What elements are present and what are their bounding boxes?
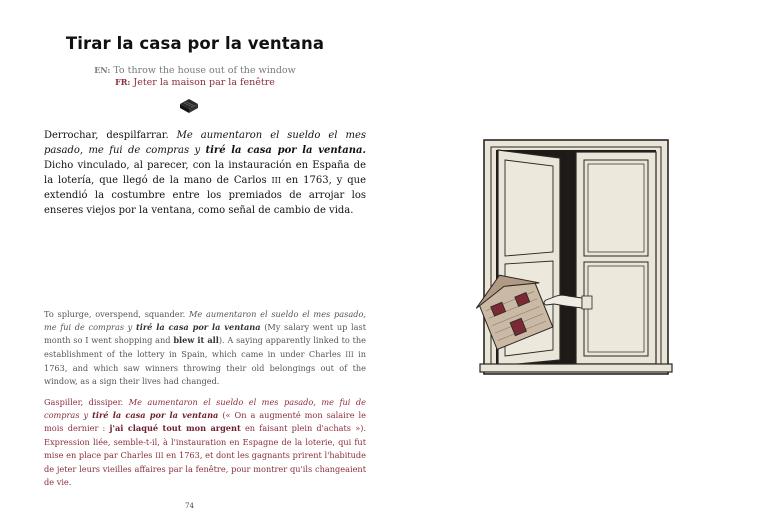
english-origin-end: in 1763, and which saw winners throwing their old belongings out of the window, as a sign their lives had changed. (44, 348, 366, 387)
en-tag: EN: (94, 65, 111, 75)
fr-translation-text: Jeter la maison par la fenêtre (133, 77, 275, 88)
french-translation (40, 76, 350, 89)
english-example-idiom: tiré la casa por la ventana (135, 322, 261, 333)
spanish-origin-end: en 1763, y que extendió la costumbre entre los premiados de arrojar los enseres viejos por la ventana, como señal de cambio de vida. (44, 175, 366, 216)
english-gloss-bold: blew it all (173, 335, 219, 346)
english-origin: ). A saying apparently linked to the establishment of the lottery in Spain, which came in under Charles (44, 335, 366, 359)
spanish-roman-numeral: III (271, 176, 281, 185)
french-example: Me aumentaron el sueldo el mes pasado, me fui de compras y (44, 397, 366, 421)
right-page (384, 0, 768, 532)
page-title: Tirar la casa por la ventana (65, 34, 325, 53)
en-translation-text: To throw the house out of the window (113, 65, 296, 76)
spanish-example: Me aumentaron el sueldo el mes pasado, me fui de compras y (44, 130, 366, 156)
french-meaning: Gaspiller, dissiper. (44, 397, 129, 407)
spanish-definition (44, 128, 366, 218)
french-gloss: (« On a augmenté mon salaire le mois dernier : (44, 410, 366, 434)
spanish-origin: Dicho vinculado, al parecer, con la instauración en España de la lotería, que llegó de la mano de Carlos (44, 160, 366, 186)
english-definition (44, 308, 366, 388)
french-origin-end: en 1763, et dont les gagnants prirent l'habitude de jeter leurs vieilles affaires par la fenêtre, pour montrer qu'ils changeaient de vie. (44, 449, 366, 488)
french-definition (44, 396, 366, 489)
french-gloss-bold: j'ai claqué tout mon argent (109, 423, 241, 434)
french-roman-numeral: III (155, 451, 164, 460)
box-icon (178, 98, 200, 114)
fr-tag: FR: (115, 77, 131, 87)
window-house-illustration (450, 134, 690, 380)
spanish-example-idiom: tiré la casa por la ventana. (205, 145, 366, 156)
english-example: Me aumentaron el sueldo el mes pasado, me fui de compras y (44, 309, 366, 333)
page-number: 74 (185, 502, 194, 510)
french-example-idiom: tiré la casa por la ventana (92, 410, 219, 421)
french-origin: en faisant plein d'achats »). Expression liée, semble-t-il, à l'instauration en Espagne de la loterie, qui fut mise en place par Charles (44, 423, 367, 460)
english-gloss: (My salary went up last month so I went shopping and (44, 322, 367, 346)
spanish-meaning: Derrochar, despilfarrar. (44, 130, 177, 141)
english-roman-numeral: III (345, 350, 354, 359)
english-meaning: To splurge, overspend, squander. (44, 309, 190, 319)
